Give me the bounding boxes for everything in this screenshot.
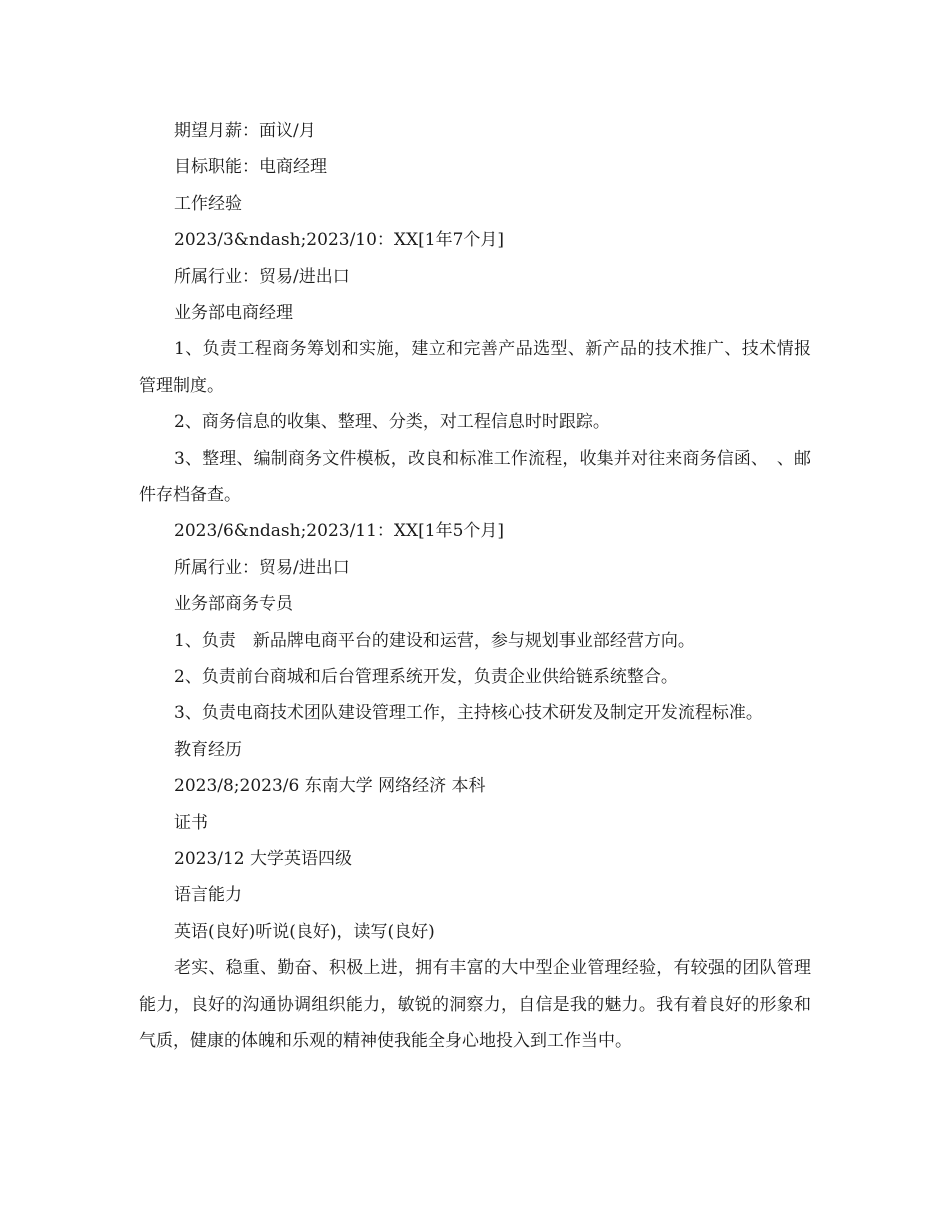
job2-period: 2023/6&ndash;2023/11：XX[1年5个月] (174, 521, 505, 542)
section-heading-education: 教育经历 (174, 739, 242, 760)
language-entry: 英语(良好)听说(良好)，读写(良好) (174, 921, 435, 942)
job2-industry: 所属行业：贸易/进出口 (174, 557, 350, 578)
job2-duty-1: 1、负责 新品牌电商平台的建设和运营，参与规划事业部经营方向。 (174, 630, 695, 651)
certificate-entry: 2023/12 大学英语四级 (174, 848, 353, 869)
job1-industry: 所属行业：贸易/进出口 (174, 266, 350, 287)
job1-period: 2023/3&ndash;2023/10：XX[1年7个月] (174, 230, 505, 251)
job2-duty-3: 3、负责电商技术团队建设管理工作，主持核心技术研发及制定开发流程标准。 (174, 703, 763, 724)
self-evaluation: 老实、稳重、勤奋、积极上进，拥有丰富的大中型企业管理经验，有较强的团队管理能力，良好的沟通协调组织能力，敏锐的洞察力，自信是我的魅力。我有着良好的形象和气质，健康的体魄和乐观的精神使我能全身心地投入到工作当中。 (139, 958, 811, 1051)
job1-duty-1: 1、负责工程商务筹划和实施，建立和完善产品选型、新产品的技术推广、技术情报管理制度。 (139, 339, 811, 396)
job2-title: 业务部商务专员 (174, 594, 293, 615)
resume-content (139, 113, 811, 1059)
section-heading-work-experience: 工作经验 (174, 193, 242, 214)
job1-duty-3: 3、整理、编制商务文件模板，改良和标准工作流程，收集并对往来商务信函、 、邮件存档备查。 (139, 448, 811, 505)
expected-salary: 期望月薪：面议/月 (174, 121, 316, 141)
section-heading-certificates: 证书 (174, 812, 208, 833)
job2-duty-2: 2、负责前台商城和后台管理系统开发，负责企业供给链系统整合。 (174, 666, 678, 687)
target-position: 目标职能：电商经理 (174, 157, 327, 178)
section-heading-language: 语言能力 (174, 885, 242, 906)
job1-title: 业务部电商经理 (174, 302, 293, 323)
job1-duty-2: 2、商务信息的收集、整理、分类，对工程信息时时跟踪。 (174, 412, 610, 433)
education-entry: 2023/8;2023/6 东南大学 网络经济 本科 (174, 776, 486, 797)
